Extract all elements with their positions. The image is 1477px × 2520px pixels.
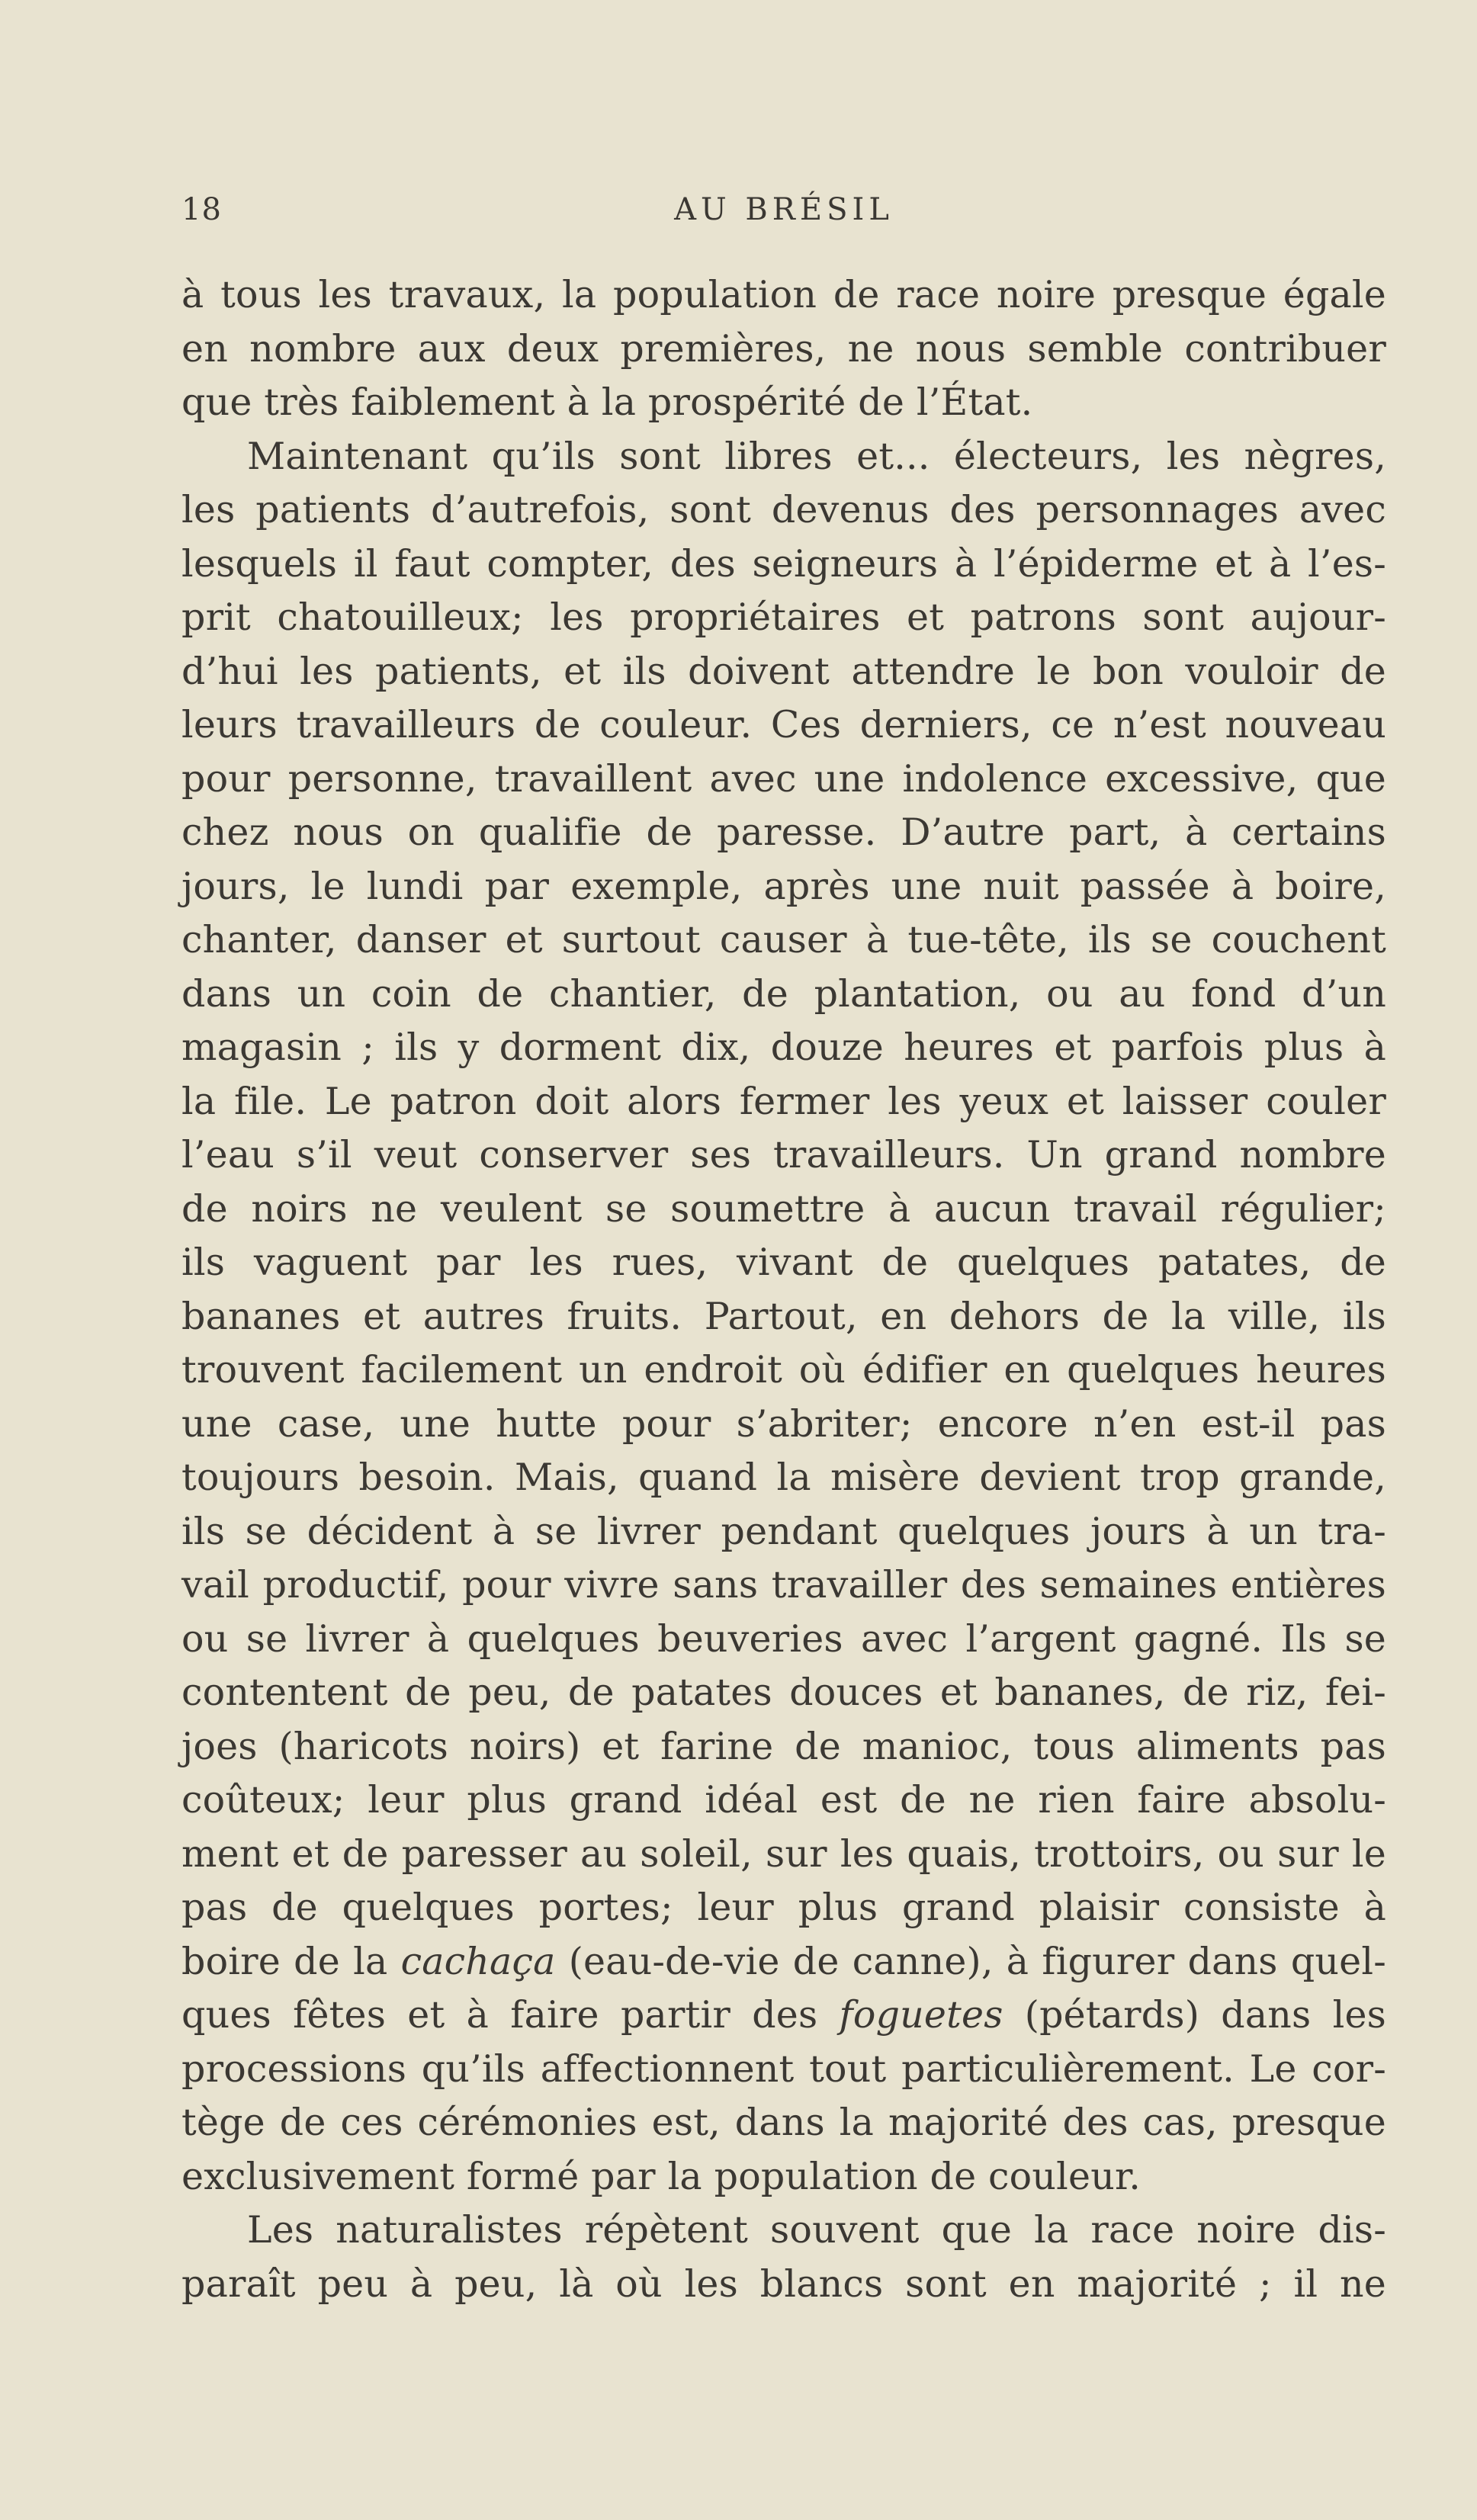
text-line: pour personne, travaillent avec une indolence excessive, que (181, 756, 1386, 801)
text-line: à tous les travaux, la population de race noire presque égale (181, 273, 1386, 316)
italic-term: foguetes (839, 1993, 1003, 2037)
text-line: vail productif, pour vivre sans travailler des semaines entières (181, 1563, 1386, 1607)
italic-term: cachaça (400, 1939, 556, 1983)
text-line: d’hui les patients, et ils doivent attendre le bon vouloir de (181, 649, 1386, 693)
page-number: 18 (181, 192, 222, 227)
text-line: paraît peu à peu, là où les blancs sont en majorité ; il ne (181, 2262, 1386, 2306)
text-line: les patients d’autrefois, sont devenus des personnages avec (181, 488, 1386, 531)
text-line: coûteux; leur plus grand idéal est de ne rien faire absolu- (181, 1778, 1386, 1822)
page-header (181, 192, 1386, 238)
text-line: toujours besoin. Mais, quand la misère devient trop grande, (181, 1456, 1386, 1499)
text-line: chanter, danser et surtout causer à tue-tête, ils se couchent (181, 918, 1386, 961)
text-line: lesquels il faut compter, des seigneurs à l’épiderme et à l’es- (181, 541, 1386, 586)
text-segment: (eau-de-vie de canne), à figurer dans quel- (555, 1939, 1386, 1983)
text-line: processions qu’ils affectionnent tout particulièrement. Le cor- (181, 2046, 1386, 2091)
text-line: ou se livrer à quelques beuveries avec l’argent gagné. Ils se (181, 1616, 1386, 1661)
running-title: AU BRÉSIL (674, 192, 894, 227)
text-line: une case, une hutte pour s’abriter; encore n’en est-il pas (181, 1401, 1386, 1446)
text-line: la file. Le patron doit alors fermer les yeux et laisser couler (181, 1079, 1386, 1123)
text-line: Maintenant qu’ils sont libres et... électeurs, les nègres, (247, 434, 1386, 478)
text-line: pas de quelques portes; leur plus grand plaisir consiste à (181, 1886, 1386, 1929)
text-segment: boire de la (181, 1939, 401, 1983)
text-line: Les naturalistes répètent souvent que la race noire dis- (247, 2208, 1386, 2252)
text-line: bananes et autres fruits. Partout, en dehors de la ville, ils (181, 1294, 1386, 1338)
text-line: en nombre aux deux premières, ne nous semble contribuer (181, 326, 1386, 371)
text-line: ment et de paresser au soleil, sur les quais, trottoirs, ou sur le (181, 1831, 1386, 1876)
body-text (181, 268, 1386, 2311)
text-line: de noirs ne veulent se soumettre à aucun travail régulier; (181, 1186, 1386, 1231)
text-line: trouvent facilement un endroit où édifier en quelques heures (181, 1348, 1386, 1392)
text-line: chez nous on qualifie de paresse. D’autre part, à certains (181, 811, 1386, 854)
text-line: ils se décident à se livrer pendant quelques jours à un tra- (181, 1509, 1386, 1553)
text-line: prit chatouilleux; les propriétaires et patrons sont aujour- (181, 595, 1386, 639)
text-line: tège de ces cérémonies est, dans la majorité des cas, presque (181, 2101, 1386, 2144)
text-segment: ques fêtes et à faire partir des (181, 1993, 840, 2037)
text-line: que très faiblement à la prospérité de l’État. (181, 380, 1033, 424)
text-line: joes (haricots noirs) et farine de manioc, tous aliments pas (181, 1724, 1386, 1768)
text-line-with-italic (181, 1989, 1386, 2043)
text-segment: (pétards) dans les (1003, 1993, 1386, 2037)
text-line: exclusivement formé par la population de couleur. (181, 2154, 1141, 2198)
text-line: jours, le lundi par exemple, après une nuit passée à boire, (181, 864, 1386, 908)
text-line: contentent de peu, de patates douces et bananes, de riz, fei- (181, 1671, 1386, 1714)
text-line: leurs travailleurs de couleur. Ces derniers, ce n’est nouveau (181, 703, 1386, 746)
text-line-with-italic (181, 1935, 1386, 1989)
text-line: l’eau s’il veut conserver ses travailleurs. Un grand nombre (181, 1133, 1386, 1177)
text-line: ils vaguent par les rues, vivant de quelques patates, de (181, 1241, 1386, 1284)
text-line: magasin ; ils y dorment dix, douze heures et parfois plus à (181, 1026, 1386, 1069)
text-line: dans un coin de chantier, de plantation, ou au fond d’un (181, 971, 1386, 1016)
